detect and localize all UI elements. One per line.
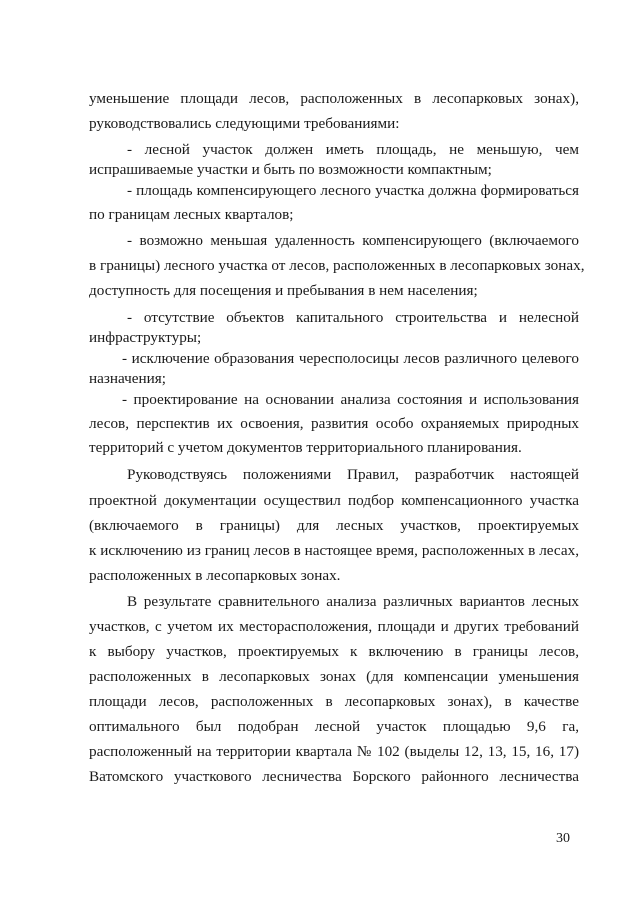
text-line: расположенных в лесопарковых зонах. xyxy=(89,567,341,584)
text-line: к выбору участков, проектируемых к включению в границы лесов, xyxy=(89,643,579,660)
text-line: к исключению из границ лесов в настоящее время, расположенных в лесах, xyxy=(89,542,579,559)
text-line: лесов, перспектив их освоения, развития особо охраняемых природных xyxy=(89,415,579,432)
text-line: назначения; xyxy=(89,370,166,387)
text-line: расположенный на территории квартала № 102 (выделы 12, 13, 15, 16, 17) xyxy=(89,743,579,760)
text-line: - исключение образования чересполосицы лесов различного целевого xyxy=(122,350,579,367)
text-line: оптимального был подобран лесной участок площадью 9,6 га, xyxy=(89,718,579,735)
text-line: (включаемого в границы) для лесных участков, проектируемых xyxy=(89,517,579,534)
text-line: - отсутствие объектов капитального строительства и нелесной xyxy=(127,309,579,326)
text-line: - возможно меньшая удаленность компенсирующего (включаемого xyxy=(127,232,579,249)
page-number: 30 xyxy=(556,831,570,846)
text-line: по границам лесных кварталов; xyxy=(89,206,294,223)
text-line: - площадь компенсирующего лесного участка должна формироваться xyxy=(127,182,579,199)
text-line: Ватомского участкового лесничества Борского районного лесничества xyxy=(89,768,579,785)
text-line: в границы) лесного участка от лесов, расположенных в лесопарковых зонах, xyxy=(89,257,585,274)
text-line: - лесной участок должен иметь площадь, не меньшую, чем xyxy=(127,141,579,158)
text-line: В результате сравнительного анализа различных вариантов лесных xyxy=(127,593,579,610)
text-line: инфраструктуры; xyxy=(89,329,202,346)
text-line: проектной документации осуществил подбор компенсационного участка xyxy=(89,492,579,509)
text-line: доступность для посещения и пребывания в нем населения; xyxy=(89,282,478,299)
text-line: - проектирование на основании анализа состояния и использования xyxy=(122,391,579,408)
text-line: Руководствуясь положениями Правил, разработчик настоящей xyxy=(127,466,579,483)
text-line: площади лесов, расположенных в лесопарковых зонах), в качестве xyxy=(89,693,579,710)
text-line: расположенных в лесопарковых зонах (для компенсации уменьшения xyxy=(89,668,579,685)
text-line: участков, с учетом их месторасположения, площади и других требований xyxy=(89,618,579,635)
text-line: территорий с учетом документов территориального планирования. xyxy=(89,439,522,456)
text-line: испрашиваемые участки и быть по возможности компактным; xyxy=(89,161,492,178)
text-line: уменьшение площади лесов, расположенных в лесопарковых зонах), xyxy=(89,90,579,107)
text-line: руководствовались следующими требованиями: xyxy=(89,115,400,132)
